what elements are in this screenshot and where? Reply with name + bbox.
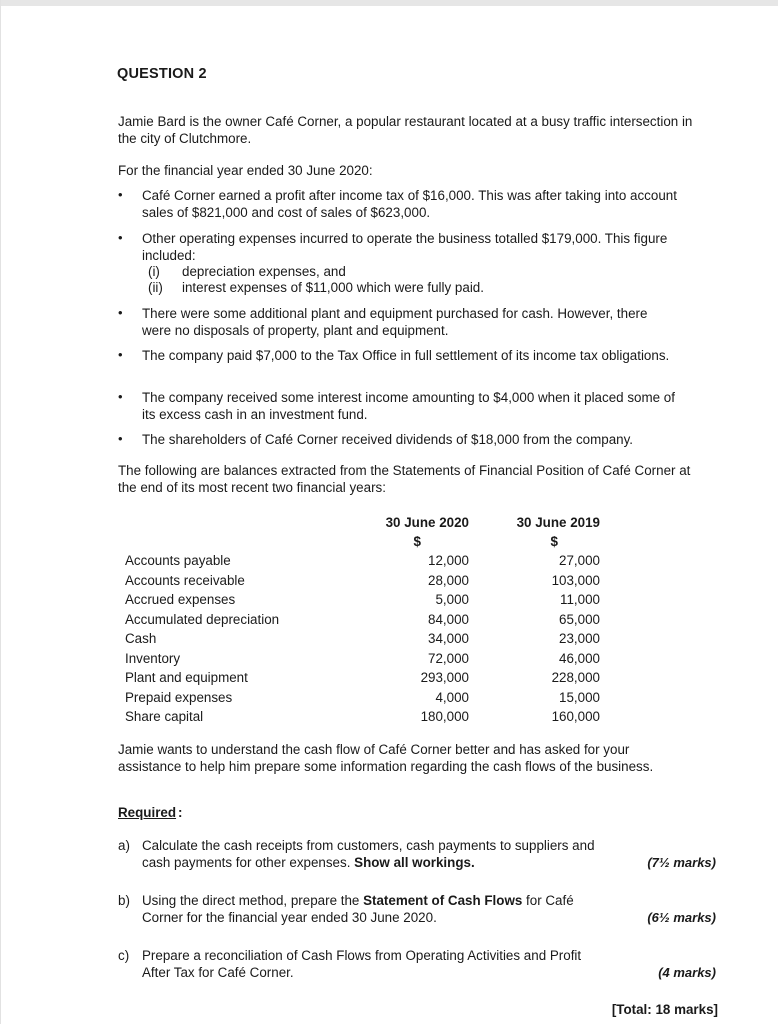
question-marks: (4 marks) bbox=[658, 965, 716, 980]
balances-intro: The following are balances extracted from the Statements of Financial Position of Café Corner at the end of its most recent two financial years: bbox=[118, 463, 691, 495]
row-label: Accrued expenses bbox=[125, 592, 236, 607]
unit-2019: $ bbox=[550, 534, 558, 549]
closing-paragraph: Jamie wants to understand the cash flow of Café Corner better and has asked for your assistance to help him prepare some information regarding the cash flows of the business. bbox=[118, 742, 654, 774]
question-marks: (7½ marks) bbox=[647, 855, 716, 870]
question-letter: c) bbox=[118, 948, 130, 963]
top-bar bbox=[0, 0, 778, 6]
table-row bbox=[120, 571, 600, 591]
row-label: Accumulated depreciation bbox=[125, 611, 280, 627]
required-heading bbox=[118, 805, 176, 822]
sub-item-text: interest expenses of $11,000 which were fully paid. bbox=[182, 280, 484, 295]
question-text-part: Using the direct method, prepare the bbox=[142, 893, 364, 908]
question-letter: a) bbox=[118, 838, 130, 853]
row-label: Accounts payable bbox=[125, 553, 231, 568]
table-unit-row bbox=[120, 532, 600, 551]
value-2019: 27,000 bbox=[559, 553, 600, 568]
question-text-part: Calculate the cash receipts from customers, cash payments to suppliers and cash payments for other expenses. bbox=[142, 838, 595, 870]
balances-table bbox=[120, 513, 600, 727]
value-2019: 65,000 bbox=[559, 611, 600, 627]
value-2020: 72,000 bbox=[428, 650, 469, 666]
question-marks: (6½ marks) bbox=[647, 910, 716, 925]
row-label: Share capital bbox=[125, 709, 204, 724]
bullet-marker: • bbox=[118, 230, 123, 245]
bullet-item: Other operating expenses incurred to operate the business totalled $179,000. This figure included: bbox=[142, 231, 668, 263]
bullet-item: Café Corner earned a profit after income tax of $16,000. This was after taking into account sales of $821,000 and cost of sales of $623,000. bbox=[142, 188, 677, 220]
bullet-item: The shareholders of Café Corner received dividends of $18,000 from the company. bbox=[142, 432, 634, 447]
value-2019: 11,000 bbox=[560, 592, 600, 607]
question-title: QUESTION 2 bbox=[117, 66, 207, 82]
column-header-2020: 30 June 2020 bbox=[385, 515, 469, 530]
bullet-item: There were some additional plant and equipment purchased for cash. However, there were no disposals of property, plant and equipment. bbox=[142, 306, 648, 338]
value-2019: 23,000 bbox=[559, 631, 600, 646]
intro-paragraph: Jamie Bard is the owner Café Corner, a popular restaurant located at a busy traffic intersection in the city of Clutchmore. bbox=[118, 114, 693, 146]
unit-2020: $ bbox=[413, 534, 421, 549]
row-label: Cash bbox=[125, 631, 157, 646]
bullet-marker: • bbox=[118, 389, 123, 404]
sub-item-number: (ii) bbox=[148, 280, 163, 295]
sub-item-text: depreciation expenses, and bbox=[182, 264, 346, 279]
value-2019: 15,000 bbox=[559, 689, 600, 705]
question-text bbox=[142, 838, 612, 871]
value-2020: 12,000 bbox=[428, 553, 469, 568]
value-2020: 4,000 bbox=[435, 689, 469, 705]
required-label: Required bbox=[118, 805, 177, 820]
value-2020: 34,000 bbox=[428, 631, 469, 646]
table-row bbox=[120, 649, 600, 669]
table-row bbox=[120, 590, 600, 610]
question-text-bold: Statement of Cash Flows bbox=[363, 893, 523, 908]
question-letter: b) bbox=[118, 893, 130, 908]
row-label: Inventory bbox=[125, 650, 181, 666]
question-text bbox=[142, 893, 592, 926]
page-edge bbox=[0, 0, 1, 1024]
column-header-2019: 30 June 2019 bbox=[516, 515, 600, 530]
value-2020: 180,000 bbox=[420, 709, 469, 724]
table-row bbox=[120, 707, 600, 727]
value-2020: 84,000 bbox=[428, 611, 469, 627]
table-row bbox=[120, 629, 600, 649]
row-label: Accounts receivable bbox=[125, 572, 245, 588]
sub-item bbox=[148, 280, 484, 297]
required-colon: : bbox=[178, 805, 183, 820]
bullet-marker: • bbox=[118, 187, 123, 202]
row-label: Prepaid expenses bbox=[125, 689, 233, 705]
sub-item bbox=[148, 264, 346, 281]
bullet-item: The company paid $7,000 to the Tax Office in full settlement of its income tax obligations. bbox=[142, 348, 670, 363]
value-2019: 160,000 bbox=[551, 709, 600, 724]
table-row bbox=[120, 551, 600, 571]
value-2020: 293,000 bbox=[420, 670, 469, 685]
value-2020: 5,000 bbox=[435, 592, 469, 607]
question-text-bold: Show all workings. bbox=[354, 854, 475, 870]
value-2019: 46,000 bbox=[559, 650, 600, 666]
table-row bbox=[120, 688, 600, 708]
bullet-marker: • bbox=[118, 305, 123, 320]
value-2020: 28,000 bbox=[428, 572, 469, 588]
bullet-marker: • bbox=[118, 431, 123, 446]
question-text-part: Prepare a reconciliation of Cash Flows from Operating Activities and Profit After Tax for Café Corner. bbox=[142, 948, 582, 980]
row-label: Plant and equipment bbox=[125, 670, 248, 685]
value-2019: 228,000 bbox=[551, 670, 600, 685]
table-row bbox=[120, 668, 600, 688]
table-header-row bbox=[120, 513, 600, 532]
sub-item-number: (i) bbox=[148, 264, 160, 279]
table-row bbox=[120, 610, 600, 630]
question-text bbox=[142, 948, 602, 981]
fy-heading: For the financial year ended 30 June 2020: bbox=[118, 163, 373, 178]
total-marks: [Total: 18 marks] bbox=[611, 1002, 718, 1017]
question-text-part: for Café Corner for the financial year ended 30 June 2020. bbox=[142, 893, 574, 925]
bullet-marker: • bbox=[118, 347, 123, 362]
value-2019: 103,000 bbox=[551, 572, 600, 588]
bullet-item: The company received some interest income amounting to $4,000 when it placed some of its excess cash in an investment fund. bbox=[142, 390, 675, 422]
